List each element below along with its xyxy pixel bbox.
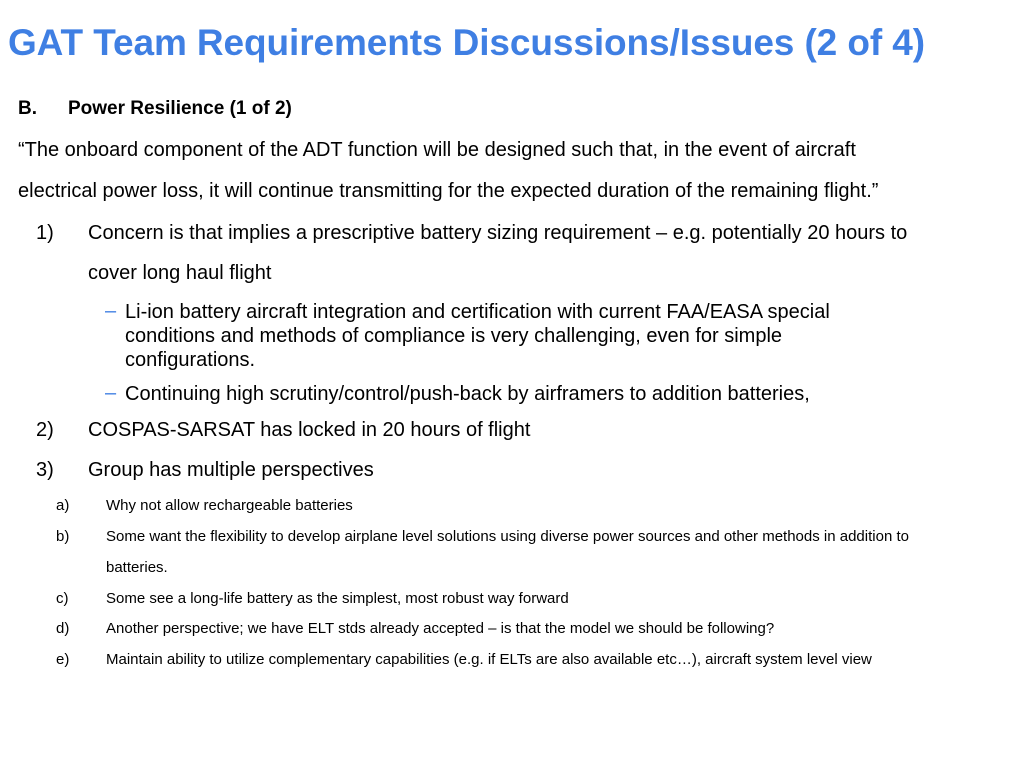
item-text-line-1: Concern is that implies a prescriptive battery sizing requirement – e.g. potentially 20 hours to xyxy=(88,222,908,244)
sub-bullet-text-line-1: Continuing high scrutiny/control/push-back by airframers to addition batteries, xyxy=(125,383,810,405)
slide-title: GAT Team Requirements Discussions/Issues (2 of 4) xyxy=(8,22,925,63)
item-text-line-2: cover long haul flight xyxy=(88,262,272,284)
perspective-letter: a) xyxy=(56,497,70,514)
sub-bullet-text-line-2: conditions and methods of compliance is very challenging, even for simple xyxy=(125,325,783,347)
sub-bullet-text-line-1: Li-ion battery aircraft integration and certification with current FAA/EASA special xyxy=(125,301,830,323)
sub-bullet-text-line-3: configurations. xyxy=(125,349,256,371)
section-heading: Power Resilience (1 of 2) xyxy=(68,98,292,119)
perspective-text-line-1: Another perspective; we have ELT stds already accepted – is that the model we should be following? xyxy=(106,620,775,637)
item-number: 1) xyxy=(36,222,54,244)
perspective-text-line-2: batteries. xyxy=(106,559,168,576)
requirement-quote-line-1: “The onboard component of the ADT function will be designed such that, in the event of aircraft xyxy=(18,139,856,161)
item-number: 2) xyxy=(36,419,54,441)
perspective-letter: c) xyxy=(56,590,69,607)
item-text-line-1: COSPAS-SARSAT has locked in 20 hours of flight xyxy=(88,419,531,441)
perspective-text-line-1: Some want the flexibility to develop airplane level solutions using diverse power sources and other methods in addition to xyxy=(106,528,909,545)
perspective-letter: b) xyxy=(56,528,70,545)
perspective-text-line-1: Why not allow rechargeable batteries xyxy=(106,497,353,514)
perspective-letter: e) xyxy=(56,651,70,668)
perspective-text-line-1: Some see a long-life battery as the simplest, most robust way forward xyxy=(106,590,569,607)
sub-bullet-dash: – xyxy=(105,382,117,404)
requirement-quote-line-2: electrical power loss, it will continue transmitting for the expected duration of the remaining flight.” xyxy=(18,180,879,202)
perspective-letter: d) xyxy=(56,620,70,637)
item-number: 3) xyxy=(36,459,54,481)
item-text-line-1: Group has multiple perspectives xyxy=(88,459,374,481)
perspective-text-line-1: Maintain ability to utilize complementary capabilities (e.g. if ELTs are also available etc…), aircraft system level view xyxy=(106,651,872,668)
section-letter: B. xyxy=(18,98,37,119)
sub-bullet-dash: – xyxy=(105,300,117,322)
